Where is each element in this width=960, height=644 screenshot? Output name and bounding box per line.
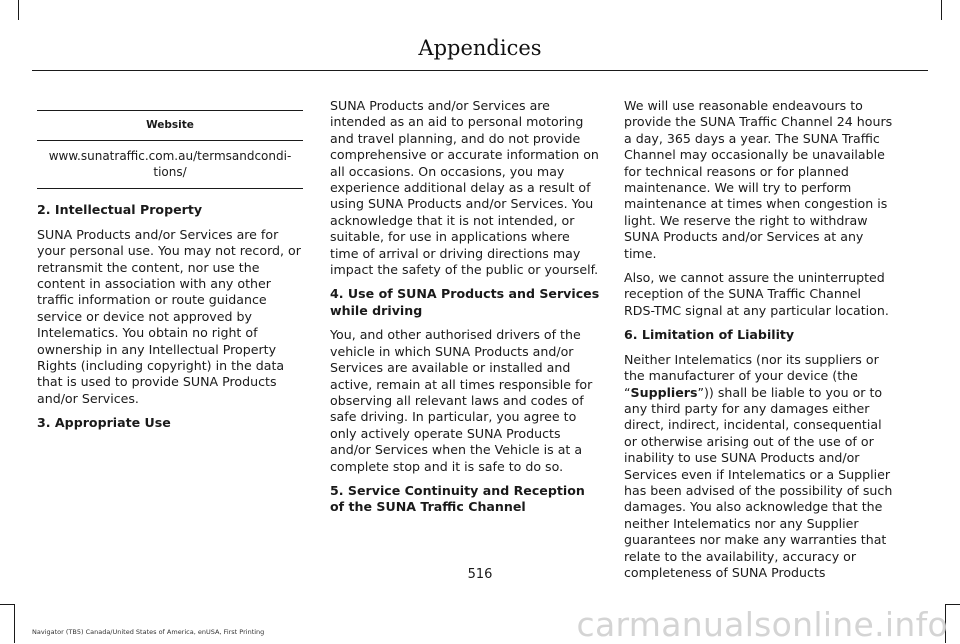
website-table xyxy=(37,110,303,189)
crop-mark-top-right-v xyxy=(941,0,942,20)
paragraph-reception: Also, we cannot assure the uninterrupted reception of the SUNA Traffic Channel RDS-TMC signal at any particular location. xyxy=(624,270,889,318)
paragraph-service-continuity: We will use reasonable endeavours to provide the SUNA Traffic Channel 24 hours a day, 365 days a year. The SUNA Traffic Channel may occasionally be unavailable for technical reasons or for planned maintenance. We will try to perform maintenance at times when congestion is light. We reserve the right to withdraw SUNA Products and/or Services at any time. xyxy=(624,98,893,261)
section-heading-intellectual-property: 2. Intellectual Property xyxy=(37,202,203,218)
paragraph-use-while-driving: You, and other authorised drivers of the vehicle in which SUNA Products and/or Services are available or installed and active, remain at all times responsible for observing all relevant laws and codes of safe driving. In particular, you agree to only actively operate SUNA Products and/or Services when the Vehicle is at a complete stop and it is safe to do so. xyxy=(330,327,593,474)
suppliers-term: Suppliers xyxy=(630,384,698,400)
header-divider xyxy=(32,70,928,71)
crop-mark-top-left-v xyxy=(18,0,19,20)
section-heading-use-while-driving: 4. Use of SUNA Products and Services while driving xyxy=(330,286,600,318)
page-title: Appendices xyxy=(418,36,542,60)
column-right xyxy=(624,98,896,589)
section-heading-limitation-of-liability: 6. Limitation of Liability xyxy=(624,327,795,343)
crop-mark-bottom-left-h xyxy=(0,604,14,605)
footer-edition-text: Navigator (TB5) Canada/United States of America, enUSA, First Printing xyxy=(32,628,265,636)
watermark-text: carmanualsonline.info xyxy=(576,605,948,644)
liability-text-rest: ”)) shall be liable to you or to any third party for any damages either direct, indirect, incidental, consequential or otherwise arising out of the use of or inability to use SUNA Products and/or Services even if Intelematics or a Supplier has been advised of the possibility of such damages. You also acknowledge that the neither Intelematics nor any Supplier guarantees nor make any warranties that relate to the availability, accuracy or completeness of SUNA Products xyxy=(624,384,893,580)
column-left xyxy=(37,98,307,440)
page-number: 516 xyxy=(467,567,493,582)
liability-text-start: Neither Intelematics (nor its suppliers or the manufacturer of your device (the “ xyxy=(624,351,879,400)
paragraph-limitation-of-liability xyxy=(624,352,896,582)
paragraph-appropriate-use: SUNA Products and/or Services are intended as an aid to personal motoring and travel planning, and do not provide comprehensive or accurate information on all occasions. On occasions, you may experience additional delay as a result of using SUNA Products and/or Services. You acknowledge that it is not intended, or suitable, for use in applications where time of arrival or driving directions may impact the safety of the public or yourself. xyxy=(330,98,599,278)
crop-mark-bottom-left-v xyxy=(14,604,15,643)
paragraph-intellectual-property: SUNA Products and/or Services are for your personal use. You may not record, or retransmit the content, nor use the content in association with any other traffic information or route guidance service or device not approved by Intelematics. You obtain no right of ownership in any Intellectual Property Rights (including copyright) in the data that is used to provide SUNA Products and/or Services. xyxy=(37,226,301,406)
table-cell-website-url: www.sunatraffic.com.au/termsandcondi-tions/ xyxy=(48,149,292,180)
table-header-website: Website xyxy=(37,111,303,141)
section-heading-appropriate-use: 3. Appropriate Use xyxy=(37,415,171,431)
column-middle xyxy=(330,98,601,524)
section-heading-service-continuity: 5. Service Continuity and Reception of the SUNA Traffic Channel xyxy=(330,482,585,515)
crop-mark-bottom-right-h xyxy=(946,604,960,605)
